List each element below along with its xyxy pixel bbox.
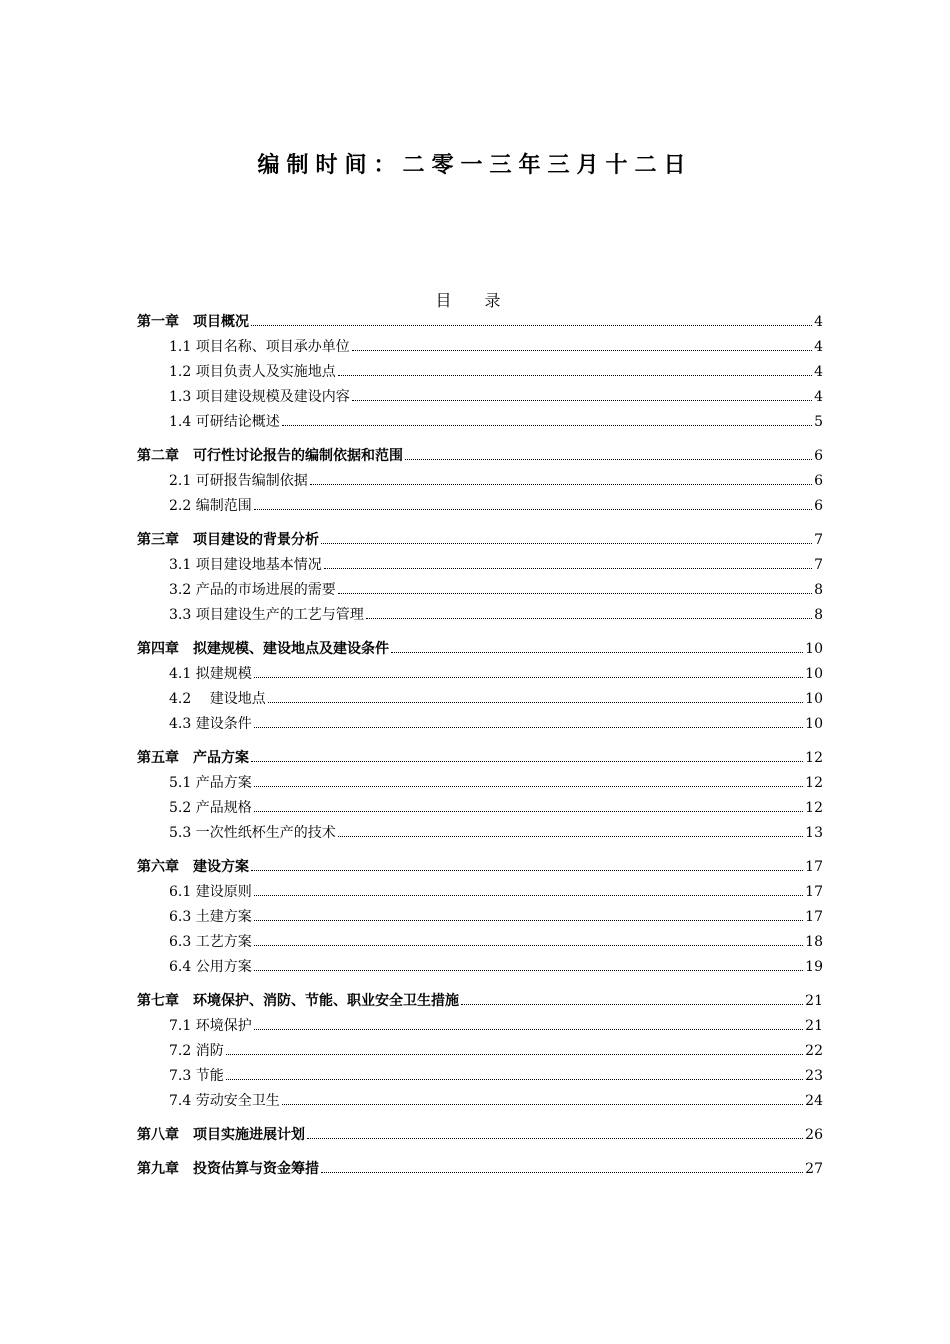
toc-chapter-entry[interactable] [137, 855, 823, 880]
toc-chapter-entry[interactable] [137, 746, 823, 771]
toc-page-number: 8 [814, 582, 823, 598]
toc-entry-label: 5.2 产品规格 [169, 800, 252, 816]
toc-entry-label: 第九章 投资估算与资金筹措 [137, 1161, 319, 1177]
toc-entry-label: 第六章 建设方案 [137, 859, 249, 875]
toc-page-number: 5 [814, 414, 823, 430]
toc-dot-leader [251, 324, 812, 326]
toc-page-number: 17 [805, 909, 823, 925]
toc-page-number: 12 [805, 775, 823, 791]
toc-entry-label: 4.1 拟建规模 [169, 666, 252, 682]
toc-chapter-entry[interactable] [137, 1123, 823, 1148]
toc-section-entry[interactable] [137, 771, 823, 796]
toc-section-entry[interactable] [137, 1039, 823, 1064]
toc-section-entry[interactable] [137, 553, 823, 578]
toc-dot-leader [254, 1028, 803, 1030]
toc-dot-leader [254, 969, 803, 971]
toc-page-number: 7 [814, 557, 823, 573]
toc-section-entry[interactable] [137, 880, 823, 905]
toc-page-number: 10 [805, 666, 823, 682]
toc-dot-leader [254, 676, 803, 678]
toc-section-entry[interactable] [137, 360, 823, 385]
toc-entry-label: 1.4 可研结论概述 [169, 414, 280, 430]
toc-entry-label: 6.3 工艺方案 [169, 934, 252, 950]
toc-page-number: 26 [805, 1127, 823, 1143]
toc-dot-leader [226, 1053, 803, 1055]
toc-dot-leader [324, 567, 812, 569]
toc-entry-label: 4.3 建设条件 [169, 716, 252, 732]
toc-dot-leader [405, 458, 812, 460]
toc-entry-label: 第五章 产品方案 [137, 750, 249, 766]
toc-entry-label: 2.1 可研报告编制依据 [169, 473, 308, 489]
toc-page-number: 6 [814, 448, 823, 464]
toc-dot-leader [391, 651, 803, 653]
toc-section-entry[interactable] [137, 930, 823, 955]
toc-page-number: 23 [805, 1068, 823, 1084]
toc-dot-leader [254, 726, 803, 728]
toc-page-number: 24 [805, 1093, 823, 1109]
toc-entry-label: 4.2 建设地点 [169, 691, 266, 707]
toc-entry-label: 7.3 节能 [169, 1068, 224, 1084]
toc-section-entry[interactable] [137, 603, 823, 628]
table-of-contents [137, 310, 823, 1182]
toc-dot-leader [321, 1171, 803, 1173]
toc-dot-leader [226, 1078, 803, 1080]
toc-entry-label: 1.3 项目建设规模及建设内容 [169, 389, 350, 405]
toc-entry-label: 6.3 土建方案 [169, 909, 252, 925]
toc-page-number: 17 [805, 884, 823, 900]
toc-dot-leader [352, 349, 812, 351]
toc-section-entry[interactable] [137, 796, 823, 821]
toc-page-number: 10 [805, 691, 823, 707]
toc-section-entry[interactable] [137, 385, 823, 410]
toc-page-number: 7 [814, 532, 823, 548]
toc-page-number: 22 [805, 1043, 823, 1059]
toc-page-number: 27 [805, 1161, 823, 1177]
toc-section-entry[interactable] [137, 469, 823, 494]
toc-entry-label: 5.1 产品方案 [169, 775, 252, 791]
toc-dot-leader [251, 760, 803, 762]
toc-section-entry[interactable] [137, 955, 823, 980]
toc-chapter-entry[interactable] [137, 989, 823, 1014]
toc-dot-leader [254, 894, 803, 896]
toc-section-entry[interactable] [137, 687, 823, 712]
toc-dot-leader [254, 785, 803, 787]
toc-entry-label: 3.2 产品的市场进展的需要 [169, 582, 336, 598]
toc-dot-leader [307, 1137, 803, 1139]
toc-section-entry[interactable] [137, 494, 823, 519]
toc-entry-label: 6.4 公用方案 [169, 959, 252, 975]
toc-page-number: 6 [814, 498, 823, 514]
toc-entry-label: 第三章 项目建设的背景分析 [137, 532, 319, 548]
toc-page-number: 8 [814, 607, 823, 623]
toc-section-entry[interactable] [137, 821, 823, 846]
toc-dot-leader [254, 944, 803, 946]
toc-dot-leader [282, 1103, 803, 1105]
toc-dot-leader [352, 399, 812, 401]
toc-dot-leader [254, 810, 803, 812]
toc-page-number: 18 [805, 934, 823, 950]
toc-section-entry[interactable] [137, 662, 823, 687]
toc-entry-label: 6.1 建设原则 [169, 884, 252, 900]
toc-entry-label: 2.2 编制范围 [169, 498, 252, 514]
toc-entry-label: 第四章 拟建规模、建设地点及建设条件 [137, 641, 389, 657]
toc-page-number: 4 [814, 314, 823, 330]
toc-chapter-entry[interactable] [137, 637, 823, 662]
toc-entry-label: 7.2 消防 [169, 1043, 224, 1059]
toc-dot-leader [366, 617, 812, 619]
toc-page-number: 4 [814, 389, 823, 405]
toc-entry-label: 3.1 项目建设地基本情况 [169, 557, 322, 573]
toc-entry-label: 1.1 项目名称、项目承办单位 [169, 339, 350, 355]
toc-entry-label: 5.3 一次性纸杯生产的技术 [169, 825, 336, 841]
toc-dot-leader [461, 1003, 803, 1005]
toc-entry-label: 3.3 项目建设生产的工艺与管理 [169, 607, 364, 623]
toc-chapter-entry[interactable] [137, 310, 823, 335]
toc-entry-label: 第一章 项目概况 [137, 314, 249, 330]
toc-page-number: 21 [805, 993, 823, 1009]
toc-section-entry[interactable] [137, 905, 823, 930]
toc-dot-leader [251, 869, 803, 871]
toc-dot-leader [338, 592, 812, 594]
toc-chapter-entry[interactable] [137, 1157, 823, 1182]
toc-section-entry[interactable] [137, 578, 823, 603]
toc-page-number: 19 [805, 959, 823, 975]
toc-page-number: 4 [814, 364, 823, 380]
toc-dot-leader [321, 542, 812, 544]
toc-dot-leader [254, 919, 803, 921]
toc-page-number: 17 [805, 859, 823, 875]
toc-entry-label: 第八章 项目实施进展计划 [137, 1127, 305, 1143]
toc-entry-label: 1.2 项目负责人及实施地点 [169, 364, 336, 380]
toc-page-number: 10 [805, 716, 823, 732]
toc-page-number: 13 [805, 825, 823, 841]
toc-dot-leader [254, 508, 812, 510]
toc-entry-label: 第七章 环境保护、消防、节能、职业安全卫生措施 [137, 993, 459, 1009]
toc-title: 目 录 [435, 291, 515, 310]
toc-entry-label: 7.4 劳动安全卫生 [169, 1093, 280, 1109]
toc-page-number: 6 [814, 473, 823, 489]
toc-page-number: 21 [805, 1018, 823, 1034]
compilation-date: 编制时间：二零一三年三月十二日 [257, 153, 693, 178]
toc-chapter-entry[interactable] [137, 528, 823, 553]
toc-dot-leader [338, 835, 803, 837]
toc-entry-label: 第二章 可行性讨论报告的编制依据和范围 [137, 448, 403, 464]
toc-section-entry[interactable] [137, 335, 823, 360]
toc-chapter-entry[interactable] [137, 444, 823, 469]
toc-dot-leader [338, 374, 812, 376]
toc-section-entry[interactable] [137, 712, 823, 737]
toc-page-number: 12 [805, 800, 823, 816]
toc-section-entry[interactable] [137, 1089, 823, 1114]
toc-page-number: 4 [814, 339, 823, 355]
toc-entry-label: 7.1 环境保护 [169, 1018, 252, 1034]
toc-section-entry[interactable] [137, 410, 823, 435]
toc-section-entry[interactable] [137, 1064, 823, 1089]
toc-page-number: 10 [805, 641, 823, 657]
toc-page-number: 12 [805, 750, 823, 766]
toc-dot-leader [268, 701, 803, 703]
toc-dot-leader [310, 483, 812, 485]
toc-section-entry[interactable] [137, 1014, 823, 1039]
toc-dot-leader [282, 424, 812, 426]
